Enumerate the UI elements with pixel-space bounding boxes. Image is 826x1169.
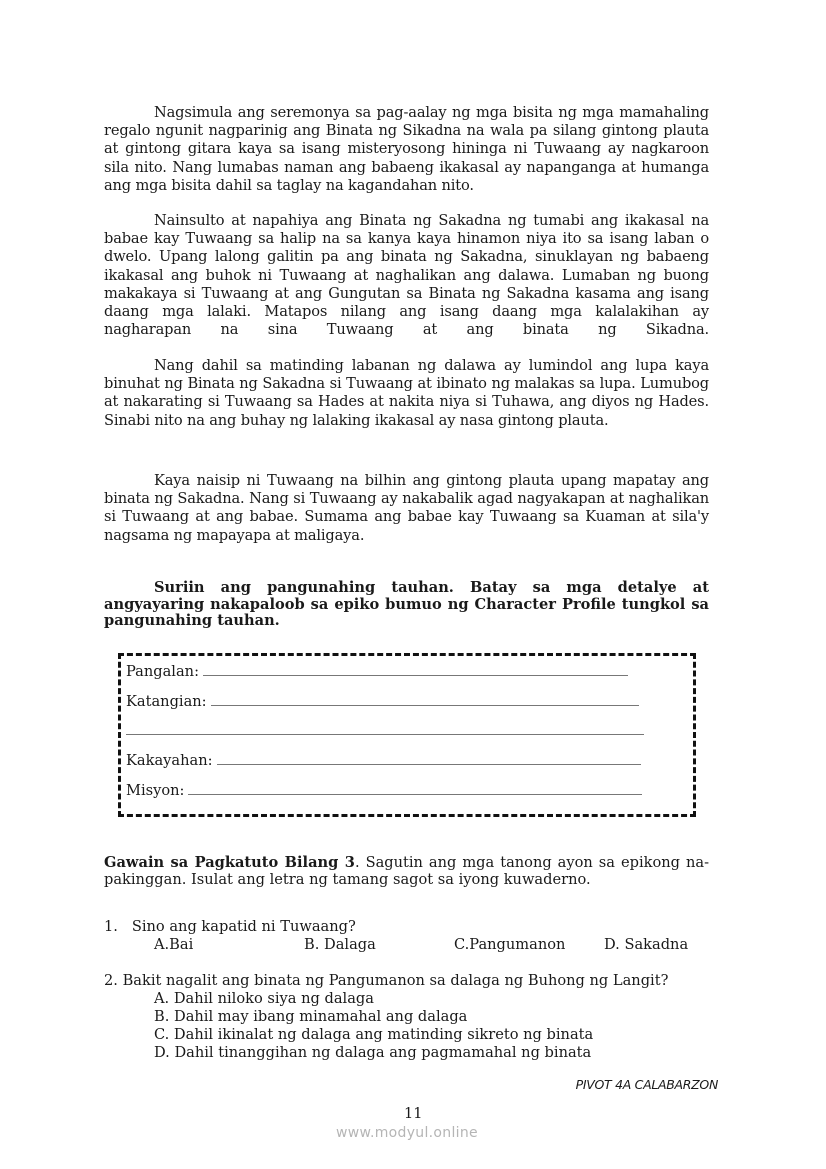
- field-label: Misyon:: [126, 782, 185, 799]
- profile-field-katangian-continued[interactable]: [126, 720, 644, 740]
- story-paragraph-1: Nagsimula ang seremonya sa pag-aalay ng mga bisita ng mga mamahaling regalo ngunit nagparinig ang Binata ng Sikadna na wala pa silang gintong plauta at gintong gitara kaya sa isang misteryosong hininga ni Tuwaang ay nagkaroon sila nito. Nang lumabas naman ang babaeng ikakasal ay napanganga at humanga ang mga bisita dahil sa taglay na kagandahan nito.: [104, 104, 709, 194]
- story-paragraph-2: Nainsulto at napahiya ang Binata ng Sakadna ng tumabi ang ikakasal na babae kay Tuwaang sa halip na sa kanya kaya hinamon niya ito sa isang laban o dwelo. Upang lalong galitin pa ang binata ng Sakadna, sinuklayan ng babaeng ikakasal ang buhok ni Tuwaang at naghalikan ang dalawa. Lumaban ng buong makakaya si Tuwaang at ang Gungutan sa Binata ng Sakadna kasama ang isang daang mga lalaki. Matapos nilang ang isang daang mga kalalakihan ay nagharapan na sina Tuwaang at ang binata ng Sikadna.: [104, 212, 709, 339]
- activity-text: . Sagutin ang mga tanong ayon sa epikong na-pakinggan. Isulat ang letra ng tamang sagot sa iyong kuwaderno.: [104, 854, 709, 888]
- q1-option-c[interactable]: C.Pangumanon: [454, 936, 566, 953]
- field-label: Pangalan:: [126, 663, 199, 680]
- question-text: Sino ang kapatid ni Tuwaang?: [131, 918, 356, 935]
- profile-instruction: Suriin ang pangunahing tauhan. Batay sa mga detalye at angyayaring nakapaloob sa epiko bumuo ng Character Profile tungkol sa pangunahing tauhan.: [104, 579, 709, 629]
- watermark: www.modyul.online: [336, 1125, 478, 1141]
- q2-option-a[interactable]: A. Dahil niloko siya ng dalaga: [154, 990, 374, 1007]
- page-number: 11: [404, 1106, 423, 1122]
- profile-field-kakayahan[interactable]: [126, 750, 641, 770]
- q1-option-b[interactable]: B. Dalaga: [304, 936, 376, 953]
- profile-field-katangian[interactable]: [126, 691, 639, 711]
- answer-line[interactable]: [217, 750, 641, 765]
- story-paragraph-3: Nang dahil sa matinding labanan ng dalawa ay lumindol ang lupa kaya binuhat ng Binata ng Sakadna si Tuwaang at ibinato ng malakas sa lupa. Lumubog at nakarating si Tuwaang sa Hades at nakita niya si Tuhawa, ang diyos ng Hades. Sinabi nito na ang buhay ng lalaking ikakasal ay nasa gintong plauta.: [104, 357, 709, 429]
- footer-region-label: PIVOT 4A CALABARZON: [575, 1077, 718, 1092]
- question-text: Bakit nagalit ang binata ng Pangumanon sa dalaga ng Buhong ng Langit?: [122, 972, 669, 989]
- activity-title: Gawain sa Pagkatuto Bilang 3: [104, 854, 355, 871]
- q1-option-d[interactable]: D. Sakadna: [604, 936, 689, 953]
- character-profile-box: [118, 653, 696, 817]
- question-2: [104, 972, 668, 990]
- question-number: 1.: [104, 918, 118, 935]
- q2-option-c[interactable]: C. Dahil ikinalat ng dalaga ang matinding sikreto ng binata: [154, 1026, 594, 1043]
- q1-option-a[interactable]: A.Bai: [154, 936, 194, 953]
- answer-line[interactable]: [188, 780, 642, 795]
- story-paragraph-4: Kaya naisip ni Tuwaang na bilhin ang gintong plauta upang mapatay ang binata ng Sakadna. Nang si Tuwaang ay nakabalik agad nagyakapan at naghalikan si Tuwaang at ang babae. Sumama ang babae kay Tuwaang sa Kuaman at sila'y nagsama ng mapayapa at maligaya.: [104, 472, 709, 544]
- question-1: [104, 918, 356, 936]
- profile-field-pangalan[interactable]: [126, 661, 628, 681]
- q2-option-d[interactable]: D. Dahil tinanggihan ng dalaga ang pagmamahal ng binata: [154, 1044, 592, 1061]
- answer-line[interactable]: [126, 720, 644, 735]
- field-label: Katangian:: [126, 693, 207, 710]
- answer-line[interactable]: [203, 661, 628, 676]
- field-label: Kakayahan:: [126, 752, 213, 769]
- answer-line[interactable]: [211, 691, 639, 706]
- q2-option-b[interactable]: B. Dahil may ibang minamahal ang dalaga: [154, 1008, 468, 1025]
- activity-instructions: [104, 854, 709, 888]
- profile-field-misyon[interactable]: [126, 780, 642, 800]
- question-number: 2.: [104, 972, 118, 989]
